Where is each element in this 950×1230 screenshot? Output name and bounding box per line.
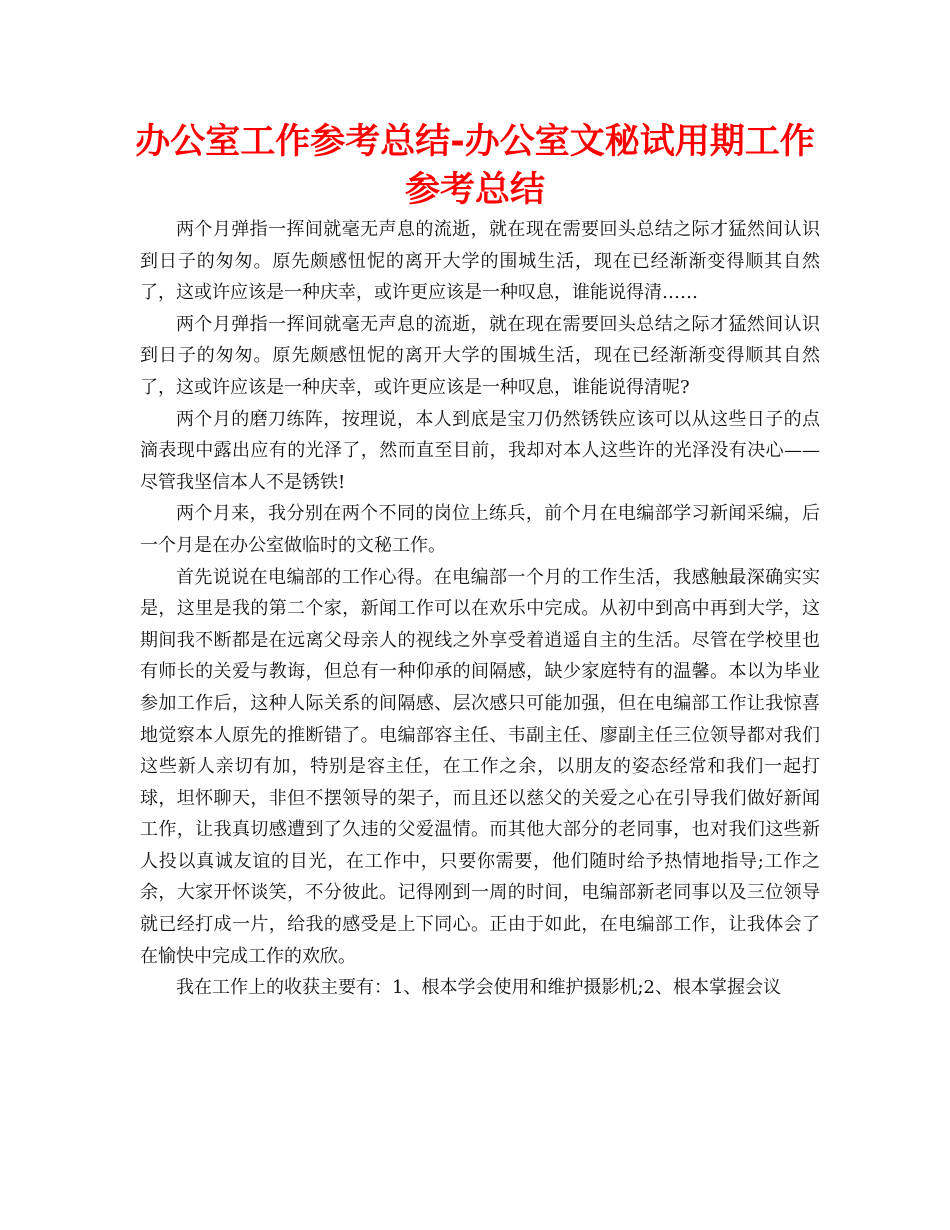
document-title: 办公室工作参考总结-办公室文秘试用期工作参考总结 [135,122,815,210]
paragraph: 首先说说在电编部的工作心得。在电编部一个月的工作生活，我感触最深确实实是，这里是我的第二个家，新闻工作可以在欢乐中完成。从初中到高中再到大学，这期间我不断都是在远离父母亲人的视线之外享受着逍遥自主的生活。尽管在学校里也有师长的关爱与教诲，但总有一种仰承的间隔感，缺少家庭特有的温馨。本以为毕业参加工作后，这种人际关系的间隔感、层次感只可能加强，但在电编部工作让我惊喜地觉察本人原先的推断错了。电编部容主任、韦副主任、廖副主任三位领导都对我们这些新人亲切有加，特别是容主任，在工作之余，以朋友的姿态经常和我们一起打球，坦怀聊天，非但不摆领导的架子，而且还以慈父的关爱之心在引导我们做好新闻工作，让我真切感遭到了久违的父爱温情。而其他大部分的老同事，也对我们这些新人投以真诚友谊的目光，在工作中，只要你需要，他们随时给予热情地指导;工作之余，大家开怀谈笑，不分彼此。记得刚到一周的时间，电编部新老同事以及三位领导就已经打成一片，给我的感受是上下同心。正由于如此，在电编部工作，让我体会了在愉快中完成工作的欢欣。 [140,566,820,967]
paragraph: 我在工作上的收获主要有：1、根本学会使用和维护摄影机;2、根本掌握会议 [176,977,781,999]
paragraph: 两个月来，我分别在两个不同的岗位上练兵，前个月在电编部学习新闻采编，后一个月是在办公室做临时的文秘工作。 [140,503,820,556]
paragraph: 两个月弹指一挥间就毫无声息的流逝，就在现在需要回头总结之际才猛然间认识到日子的匆匆。原先颇感忸怩的离开大学的围城生活，现在已经渐渐变得顺其自然了，这或许应该是一种庆幸，或许更应该是一种叹息，谁能说得清…… [140,219,820,304]
paragraph: 两个月的磨刀练阵，按理说，本人到底是宝刀仍然锈铁应该可以从这些日子的点滴表现中露出应有的光泽了，然而直至目前，我却对本人这些许的光泽没有决心——尽管我坚信本人不是锈铁! [140,408,820,493]
paragraph: 两个月弹指一挥间就毫无声息的流逝，就在现在需要回头总结之际才猛然间认识到日子的匆匆。原先颇感忸怩的离开大学的围城生活，现在已经渐渐变得顺其自然了，这或许应该是一种庆幸，或许更应该是一种叹息，谁能说得清呢? [140,313,820,398]
document-body [140,214,820,1004]
